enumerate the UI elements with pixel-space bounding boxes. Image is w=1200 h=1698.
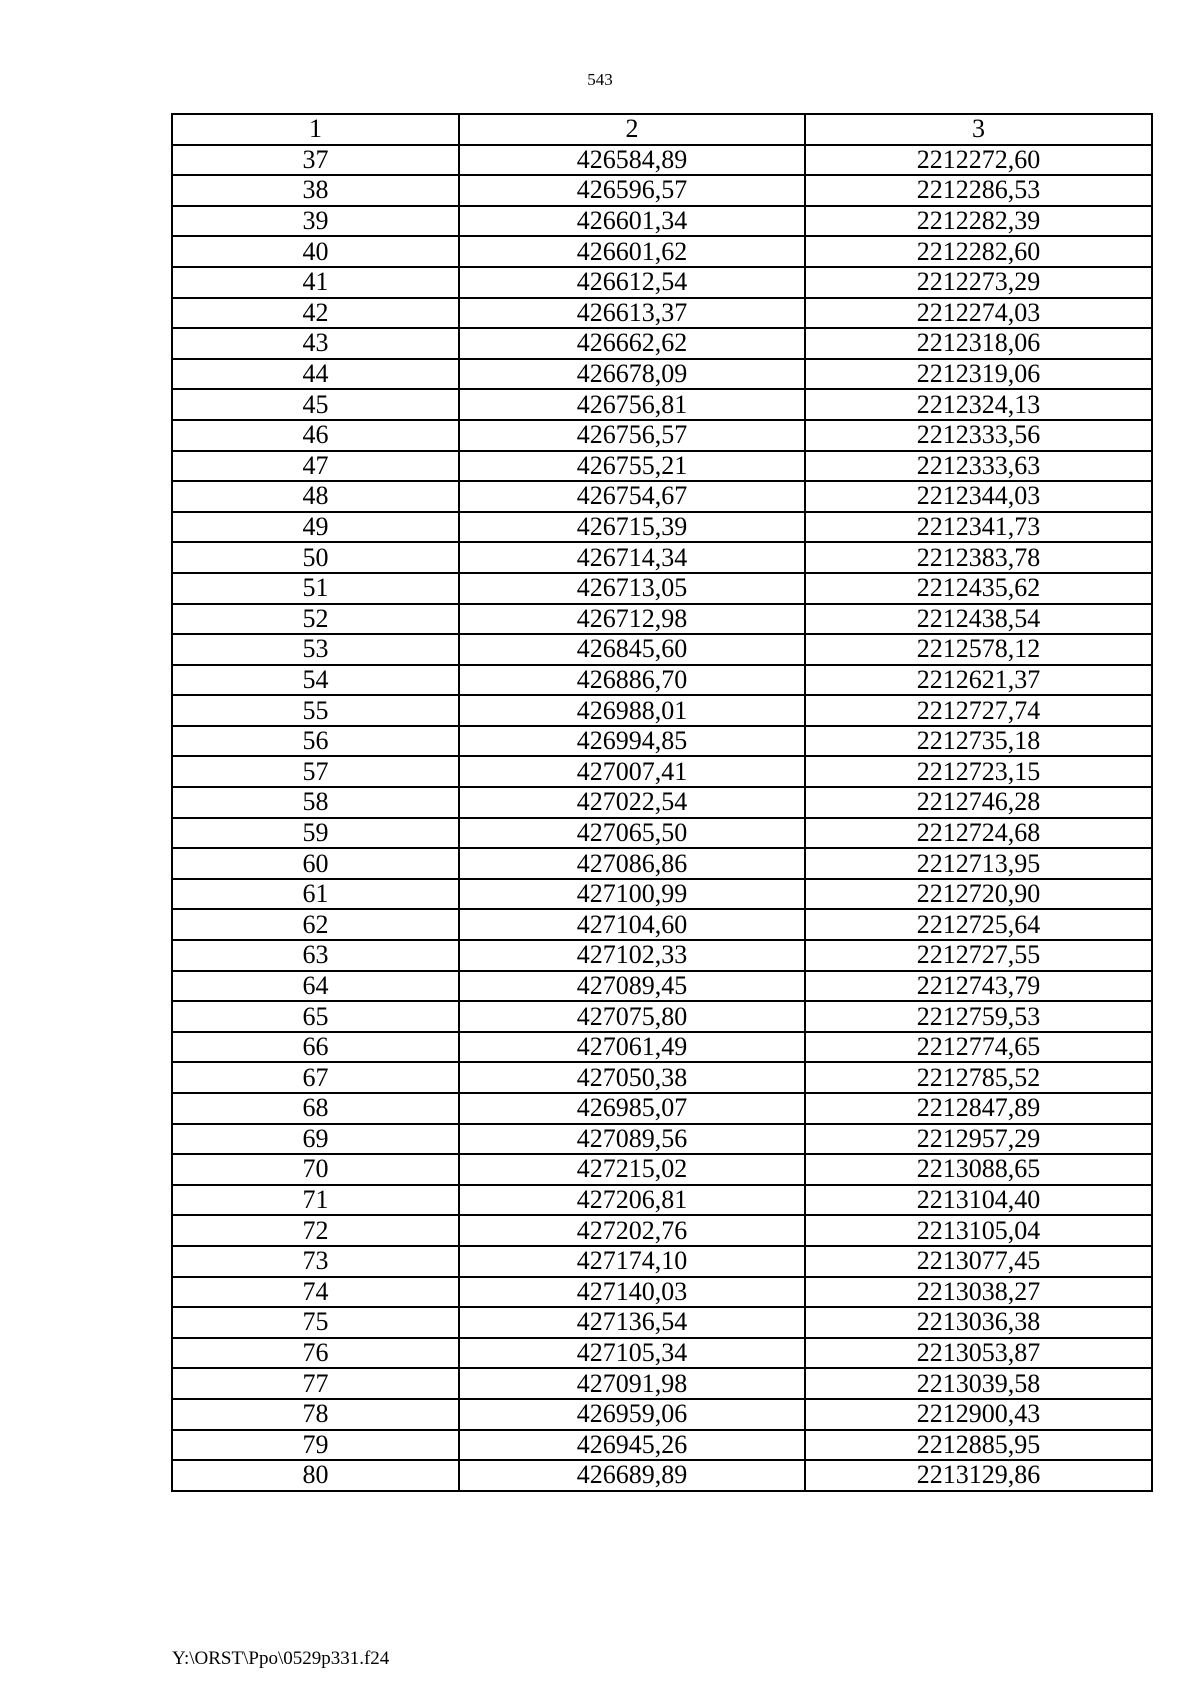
- table-row: [172, 756, 1152, 787]
- y-coordinate-cell: 2212723,15: [805, 756, 1152, 787]
- table-row: [172, 1399, 1152, 1430]
- point-number-cell: 73: [172, 1246, 459, 1277]
- x-coordinate-cell: 426756,57: [459, 420, 805, 451]
- x-coordinate-cell: 426886,70: [459, 665, 805, 696]
- table-row: [172, 1062, 1152, 1093]
- table-row: [172, 818, 1152, 849]
- point-number-cell: 61: [172, 879, 459, 910]
- y-coordinate-cell: 2213129,86: [805, 1460, 1152, 1491]
- x-coordinate-cell: 426756,81: [459, 389, 805, 420]
- y-coordinate-cell: 2212435,62: [805, 573, 1152, 604]
- y-coordinate-cell: 2213036,38: [805, 1307, 1152, 1338]
- x-coordinate-cell: 427104,60: [459, 909, 805, 940]
- table-row: [172, 236, 1152, 267]
- y-coordinate-cell: 2212785,52: [805, 1062, 1152, 1093]
- point-number-cell: 59: [172, 818, 459, 849]
- x-coordinate-cell: 426994,85: [459, 726, 805, 757]
- point-number-cell: 53: [172, 634, 459, 665]
- table-row: [172, 909, 1152, 940]
- x-coordinate-cell: 427174,10: [459, 1246, 805, 1277]
- y-coordinate-cell: 2212713,95: [805, 848, 1152, 879]
- table-row: [172, 1368, 1152, 1399]
- x-coordinate-cell: 427022,54: [459, 787, 805, 818]
- table-row: [172, 1001, 1152, 1032]
- table-row: [172, 726, 1152, 757]
- table-row: [172, 298, 1152, 329]
- y-coordinate-cell: 2212735,18: [805, 726, 1152, 757]
- y-coordinate-cell: 2212578,12: [805, 634, 1152, 665]
- column-header-1: 1: [172, 114, 459, 145]
- table-row: [172, 879, 1152, 910]
- table-row: [172, 1307, 1152, 1338]
- point-number-cell: 41: [172, 267, 459, 298]
- x-coordinate-cell: 426678,09: [459, 359, 805, 390]
- table-row: [172, 206, 1152, 237]
- column-header-2: 2: [459, 114, 805, 145]
- x-coordinate-cell: 426584,89: [459, 145, 805, 176]
- x-coordinate-cell: 427215,02: [459, 1154, 805, 1185]
- point-number-cell: 60: [172, 848, 459, 879]
- point-number-cell: 48: [172, 481, 459, 512]
- y-coordinate-cell: 2212725,64: [805, 909, 1152, 940]
- x-coordinate-cell: 426689,89: [459, 1460, 805, 1491]
- x-coordinate-cell: 427086,86: [459, 848, 805, 879]
- y-coordinate-cell: 2212957,29: [805, 1124, 1152, 1155]
- point-number-cell: 63: [172, 940, 459, 971]
- point-number-cell: 42: [172, 298, 459, 329]
- table-row: [172, 1246, 1152, 1277]
- table-row: [172, 604, 1152, 635]
- table-row: [172, 175, 1152, 206]
- x-coordinate-cell: 426601,34: [459, 206, 805, 237]
- y-coordinate-cell: 2212272,60: [805, 145, 1152, 176]
- y-coordinate-cell: 2212885,95: [805, 1430, 1152, 1461]
- point-number-cell: 66: [172, 1032, 459, 1063]
- point-number-cell: 58: [172, 787, 459, 818]
- point-number-cell: 40: [172, 236, 459, 267]
- point-number-cell: 44: [172, 359, 459, 390]
- point-number-cell: 64: [172, 971, 459, 1002]
- table-row: [172, 420, 1152, 451]
- x-coordinate-cell: 426713,05: [459, 573, 805, 604]
- table-header: [172, 114, 1152, 145]
- table-header-row: [172, 114, 1152, 145]
- point-number-cell: 56: [172, 726, 459, 757]
- x-coordinate-cell: 427202,76: [459, 1215, 805, 1246]
- point-number-cell: 57: [172, 756, 459, 787]
- x-coordinate-cell: 427136,54: [459, 1307, 805, 1338]
- x-coordinate-cell: 427007,41: [459, 756, 805, 787]
- y-coordinate-cell: 2212438,54: [805, 604, 1152, 635]
- y-coordinate-cell: 2213038,27: [805, 1277, 1152, 1308]
- table-row: [172, 512, 1152, 543]
- x-coordinate-cell: 426755,21: [459, 451, 805, 482]
- x-coordinate-cell: 427061,49: [459, 1032, 805, 1063]
- y-coordinate-cell: 2212383,78: [805, 542, 1152, 573]
- point-number-cell: 43: [172, 328, 459, 359]
- table-row: [172, 1154, 1152, 1185]
- y-coordinate-cell: 2213104,40: [805, 1185, 1152, 1216]
- y-coordinate-cell: 2212286,53: [805, 175, 1152, 206]
- point-number-cell: 68: [172, 1093, 459, 1124]
- y-coordinate-cell: 2212341,73: [805, 512, 1152, 543]
- x-coordinate-cell: 427100,99: [459, 879, 805, 910]
- x-coordinate-cell: 426754,67: [459, 481, 805, 512]
- table-row: [172, 1338, 1152, 1369]
- x-coordinate-cell: 426715,39: [459, 512, 805, 543]
- x-coordinate-cell: 427065,50: [459, 818, 805, 849]
- table-row: [172, 267, 1152, 298]
- point-number-cell: 79: [172, 1430, 459, 1461]
- x-coordinate-cell: 426612,54: [459, 267, 805, 298]
- y-coordinate-cell: 2212759,53: [805, 1001, 1152, 1032]
- y-coordinate-cell: 2213105,04: [805, 1215, 1152, 1246]
- y-coordinate-cell: 2212333,56: [805, 420, 1152, 451]
- y-coordinate-cell: 2213053,87: [805, 1338, 1152, 1369]
- x-coordinate-cell: 426988,01: [459, 695, 805, 726]
- y-coordinate-cell: 2212319,06: [805, 359, 1152, 390]
- y-coordinate-cell: 2212720,90: [805, 879, 1152, 910]
- footer-file-path: Y:\ORST\Ppo\0529p331.f24: [172, 1648, 390, 1669]
- table-row: [172, 1430, 1152, 1461]
- table-row: [172, 1032, 1152, 1063]
- table-row: [172, 971, 1152, 1002]
- table-row: [172, 481, 1152, 512]
- point-number-cell: 47: [172, 451, 459, 482]
- column-header-3: 3: [805, 114, 1152, 145]
- y-coordinate-cell: 2212774,65: [805, 1032, 1152, 1063]
- table-row: [172, 1277, 1152, 1308]
- table-row: [172, 848, 1152, 879]
- y-coordinate-cell: 2212900,43: [805, 1399, 1152, 1430]
- x-coordinate-cell: 427140,03: [459, 1277, 805, 1308]
- table-row: [172, 1124, 1152, 1155]
- y-coordinate-cell: 2212318,06: [805, 328, 1152, 359]
- point-number-cell: 74: [172, 1277, 459, 1308]
- y-coordinate-cell: 2212282,60: [805, 236, 1152, 267]
- point-number-cell: 78: [172, 1399, 459, 1430]
- table-row: [172, 1093, 1152, 1124]
- point-number-cell: 51: [172, 573, 459, 604]
- table-row: [172, 787, 1152, 818]
- x-coordinate-cell: 427089,45: [459, 971, 805, 1002]
- table-row: [172, 695, 1152, 726]
- point-number-cell: 54: [172, 665, 459, 696]
- x-coordinate-cell: 426845,60: [459, 634, 805, 665]
- y-coordinate-cell: 2212273,29: [805, 267, 1152, 298]
- y-coordinate-cell: 2212746,28: [805, 787, 1152, 818]
- point-number-cell: 38: [172, 175, 459, 206]
- y-coordinate-cell: 2213088,65: [805, 1154, 1152, 1185]
- y-coordinate-cell: 2212324,13: [805, 389, 1152, 420]
- table-row: [172, 1215, 1152, 1246]
- x-coordinate-cell: 426712,98: [459, 604, 805, 635]
- x-coordinate-cell: 426662,62: [459, 328, 805, 359]
- point-number-cell: 37: [172, 145, 459, 176]
- table-row: [172, 359, 1152, 390]
- table-row: [172, 389, 1152, 420]
- x-coordinate-cell: 427089,56: [459, 1124, 805, 1155]
- table-row: [172, 940, 1152, 971]
- table-row: [172, 451, 1152, 482]
- y-coordinate-cell: 2212282,39: [805, 206, 1152, 237]
- table-row: [172, 573, 1152, 604]
- table-row: [172, 542, 1152, 573]
- point-number-cell: 46: [172, 420, 459, 451]
- y-coordinate-cell: 2212743,79: [805, 971, 1152, 1002]
- x-coordinate-cell: 426985,07: [459, 1093, 805, 1124]
- coordinates-table: [171, 113, 1153, 1492]
- y-coordinate-cell: 2212724,68: [805, 818, 1152, 849]
- table-row: [172, 634, 1152, 665]
- x-coordinate-cell: 427091,98: [459, 1368, 805, 1399]
- x-coordinate-cell: 426596,57: [459, 175, 805, 206]
- table-row: [172, 328, 1152, 359]
- y-coordinate-cell: 2213039,58: [805, 1368, 1152, 1399]
- table-row: [172, 1185, 1152, 1216]
- x-coordinate-cell: 426959,06: [459, 1399, 805, 1430]
- point-number-cell: 69: [172, 1124, 459, 1155]
- y-coordinate-cell: 2212274,03: [805, 298, 1152, 329]
- x-coordinate-cell: 426613,37: [459, 298, 805, 329]
- x-coordinate-cell: 427075,80: [459, 1001, 805, 1032]
- table-row: [172, 1460, 1152, 1491]
- page-number: 543: [587, 70, 613, 89]
- point-number-cell: 77: [172, 1368, 459, 1399]
- x-coordinate-cell: 427102,33: [459, 940, 805, 971]
- x-coordinate-cell: 427050,38: [459, 1062, 805, 1093]
- point-number-cell: 76: [172, 1338, 459, 1369]
- x-coordinate-cell: 426601,62: [459, 236, 805, 267]
- point-number-cell: 39: [172, 206, 459, 237]
- point-number-cell: 52: [172, 604, 459, 635]
- x-coordinate-cell: 426945,26: [459, 1430, 805, 1461]
- x-coordinate-cell: 427105,34: [459, 1338, 805, 1369]
- point-number-cell: 67: [172, 1062, 459, 1093]
- point-number-cell: 50: [172, 542, 459, 573]
- table-row: [172, 665, 1152, 696]
- point-number-cell: 70: [172, 1154, 459, 1185]
- point-number-cell: 62: [172, 909, 459, 940]
- point-number-cell: 49: [172, 512, 459, 543]
- y-coordinate-cell: 2212344,03: [805, 481, 1152, 512]
- point-number-cell: 65: [172, 1001, 459, 1032]
- x-coordinate-cell: 426714,34: [459, 542, 805, 573]
- y-coordinate-cell: 2212727,74: [805, 695, 1152, 726]
- y-coordinate-cell: 2212727,55: [805, 940, 1152, 971]
- y-coordinate-cell: 2212847,89: [805, 1093, 1152, 1124]
- table-body: [172, 145, 1152, 1491]
- point-number-cell: 55: [172, 695, 459, 726]
- point-number-cell: 71: [172, 1185, 459, 1216]
- point-number-cell: 80: [172, 1460, 459, 1491]
- point-number-cell: 75: [172, 1307, 459, 1338]
- point-number-cell: 72: [172, 1215, 459, 1246]
- point-number-cell: 45: [172, 389, 459, 420]
- y-coordinate-cell: 2212621,37: [805, 665, 1152, 696]
- y-coordinate-cell: 2212333,63: [805, 451, 1152, 482]
- table-row: [172, 145, 1152, 176]
- y-coordinate-cell: 2213077,45: [805, 1246, 1152, 1277]
- x-coordinate-cell: 427206,81: [459, 1185, 805, 1216]
